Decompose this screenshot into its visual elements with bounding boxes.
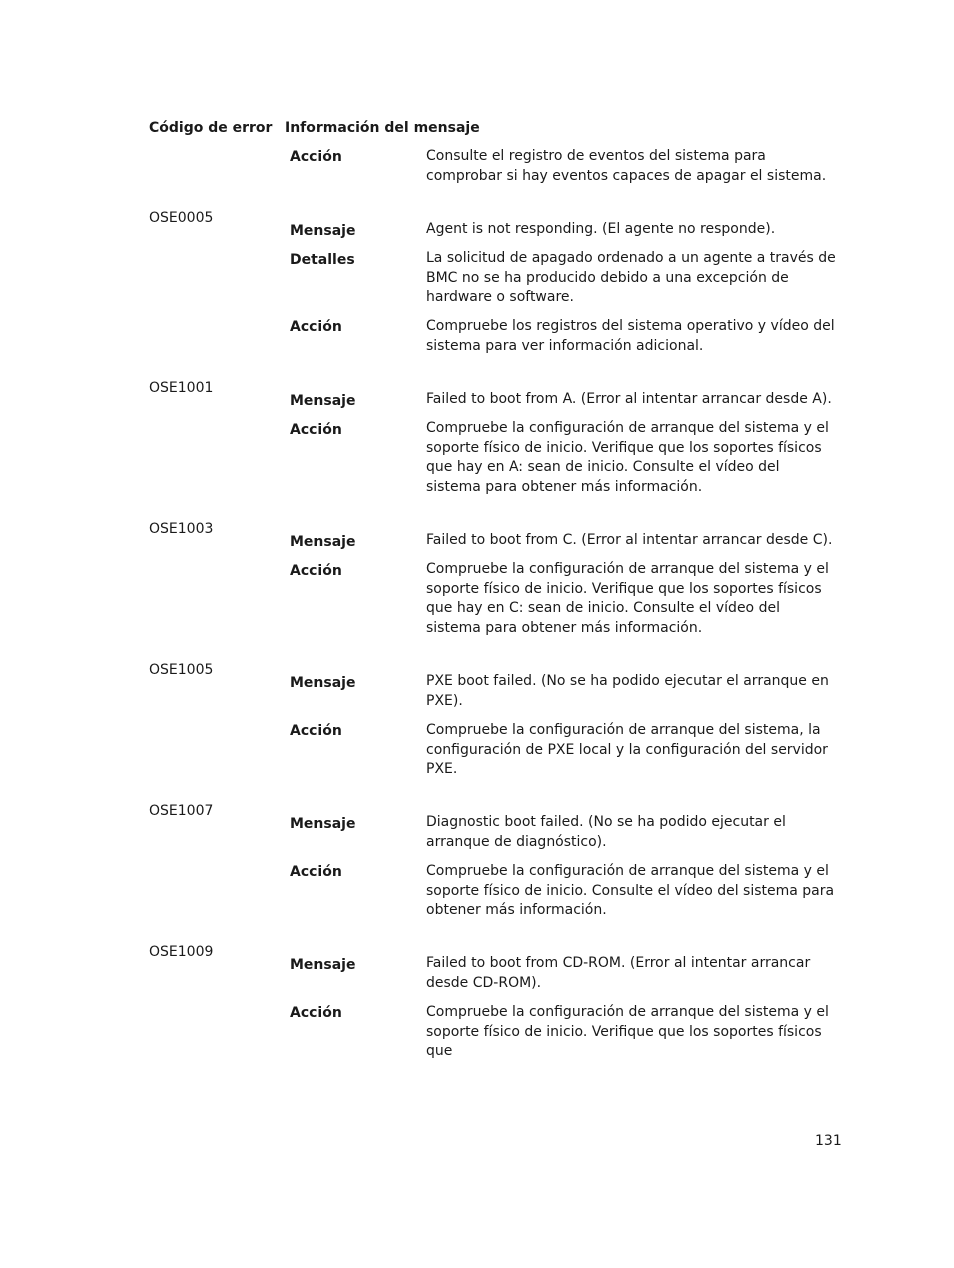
row-text: PXE boot failed. (No se ha podido ejecutar el arranque en PXE). — [426, 673, 829, 709]
row-label: Acción — [290, 422, 342, 438]
row-text: Consulte el registro de eventos del sistema para comprobar si hay eventos capaces de apagar el sistema. — [426, 148, 827, 184]
row-text: Compruebe la configuración de arranque del sistema y el soporte físico de inicio. Consulte el vídeo del sistema para obtener más información. — [426, 863, 835, 918]
error-code: OSE1005 — [149, 662, 214, 678]
row-label: Acción — [290, 319, 342, 335]
error-code: OSE1003 — [149, 521, 214, 537]
row-label: Detalles — [290, 252, 355, 268]
row-text: Diagnostic boot failed. (No se ha podido ejecutar el arranque de diagnóstico). — [426, 814, 786, 850]
row-text: Failed to boot from CD-ROM. (Error al intentar arrancar desde CD-ROM). — [426, 955, 811, 991]
row-text: Compruebe la configuración de arranque del sistema y el soporte físico de inicio. Verifique que los soportes físicos que — [426, 1004, 829, 1059]
page-number: 131 — [815, 1133, 842, 1149]
column-header-info: Información del mensaje — [285, 120, 480, 136]
error-code: OSE0005 — [149, 210, 214, 226]
row-label: Acción — [290, 723, 342, 739]
row-text: Compruebe la configuración de arranque del sistema y el soporte físico de inicio. Verifique que los soportes físicos que hay en A: sean de inicio. Consulte el vídeo del sistema para obtener más información. — [426, 420, 829, 495]
row-label: Acción — [290, 149, 342, 165]
row-label: Mensaje — [290, 223, 356, 239]
column-header-code: Código de error — [149, 120, 273, 136]
row-text: Agent is not responding. (El agente no responde). — [426, 221, 776, 237]
row-label: Mensaje — [290, 534, 356, 550]
row-label: Mensaje — [290, 675, 356, 691]
row-label: Mensaje — [290, 957, 356, 973]
row-text: Failed to boot from A. (Error al intentar arrancar desde A). — [426, 391, 832, 407]
error-code: OSE1007 — [149, 803, 214, 819]
row-label: Acción — [290, 864, 342, 880]
row-label: Mensaje — [290, 393, 356, 409]
row-label: Acción — [290, 563, 342, 579]
row-text: Failed to boot from C. (Error al intentar arrancar desde C). — [426, 532, 833, 548]
error-code: OSE1009 — [149, 944, 214, 960]
row-text: Compruebe los registros del sistema operativo y vídeo del sistema para ver información adicional. — [426, 318, 835, 354]
error-code: OSE1001 — [149, 380, 214, 396]
row-label: Mensaje — [290, 816, 356, 832]
row-label: Acción — [290, 1005, 342, 1021]
row-text: Compruebe la configuración de arranque del sistema, la configuración de PXE local y la configuración del servidor PXE. — [426, 722, 828, 777]
row-text: La solicitud de apagado ordenado a un agente a través de BMC no se ha producido debido a una excepción de hardware o software. — [426, 250, 836, 305]
row-text: Compruebe la configuración de arranque del sistema y el soporte físico de inicio. Verifique que los soportes físicos que hay en C: sean de inicio. Consulte el vídeo del sistema para obtener más información. — [426, 561, 829, 636]
